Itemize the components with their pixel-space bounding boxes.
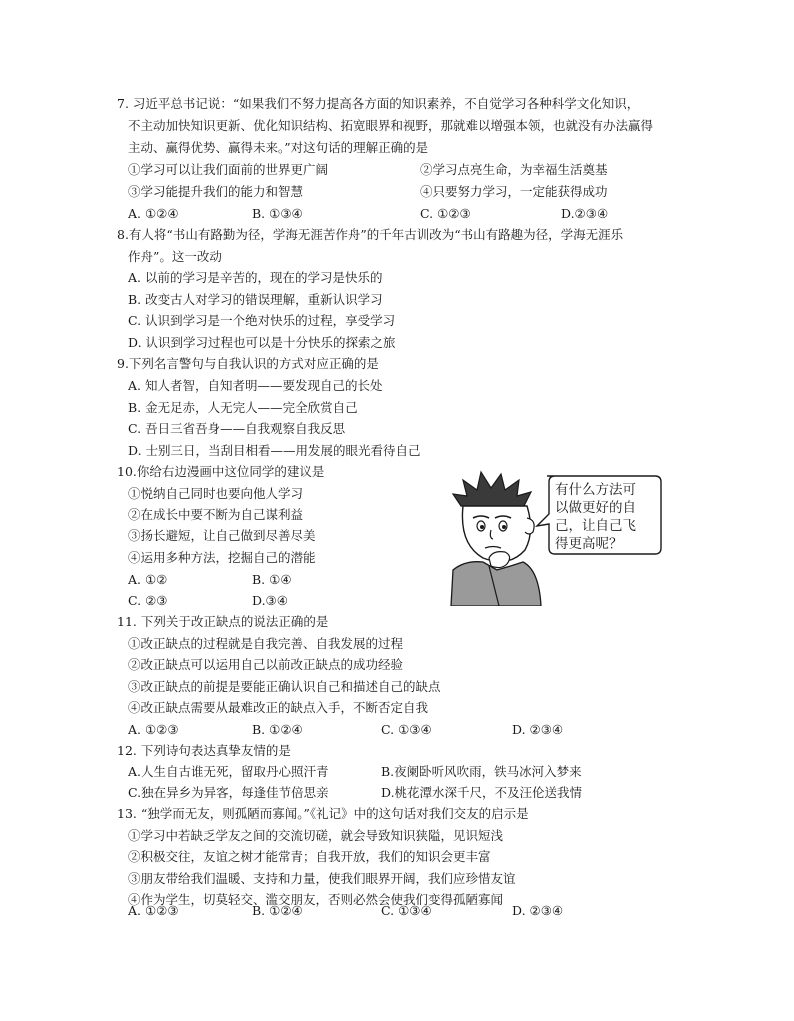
q10-item-1: ①悦纳自己同时也要向他人学习 (128, 486, 304, 501)
q10-option-c: C. ②③ (128, 593, 168, 608)
q7-option-c: C. ①②③ (420, 206, 471, 221)
q8-option-b: B. 改变古人对学习的错误理解，重新认识学习 (128, 292, 383, 307)
q7-item-1: ①学习可以让我们面前的世界更广阔 (128, 162, 329, 177)
q7-item-3: ③学习能提升我们的能力和智慧 (128, 184, 304, 199)
q9-option-c: C. 吾日三省吾身——自我观察自我反思 (128, 421, 346, 436)
q12-option-a: A.人生自古谁无死，留取丹心照汗青 (128, 764, 329, 779)
q13-option-d: D. ②③④ (512, 903, 564, 918)
q11-option-a: A. ①②③ (128, 722, 179, 737)
q7-stem-line1: 7. 习近平总书记说：“如果我们不努力提高各方面的知识素养，不自觉学习各种科学文化知识， (117, 96, 640, 111)
q12-option-c: C.独在异乡为异客，每逢佳节倍思亲 (128, 785, 329, 800)
q13-item-1: ①学习中若缺乏学友之间的交流切磋，就会导致知识狭隘，见识短浅 (128, 828, 504, 843)
q11-option-b: B. ①②④ (252, 722, 303, 737)
hand-icon (489, 552, 510, 568)
q7-stem-line2: 不主动加快知识更新、优化知识结构、拓宽眼界和视野，那就难以增强本领，也就没有办法赢得 (128, 118, 654, 133)
q13-option-a: A. ①②③ (128, 903, 179, 918)
q12-stem: 12. 下列诗句表达真挚友情的是 (117, 743, 291, 758)
q11-option-d: D. ②③④ (512, 722, 564, 737)
shirt-icon (451, 562, 541, 606)
q7-item-4: ④只要努力学习，一定能获得成功 (420, 184, 608, 199)
q13-stem: 13. “独学而无友，则孤陋而寡闻。”《礼记》中的这句话对我们交友的启示是 (117, 806, 529, 821)
q13-item-2: ②积极交往，友谊之树才能常青；自我开放，我们的知识会更丰富 (128, 849, 491, 864)
q10-item-2: ②在成长中要不断为自己谋利益 (128, 507, 304, 522)
q11-item-4: ④改正缺点需要从最难改正的缺点入手，不断否定自我 (128, 700, 429, 715)
q8-stem-line2: 作舟”。这一改动 (128, 249, 222, 264)
q12-option-d: D.桃花潭水深千尺，不及汪伦送我情 (381, 785, 583, 800)
q8-option-a: A. 以前的学习是辛苦的，现在的学习是快乐的 (128, 270, 383, 285)
q10-item-4: ④运用多种方法，挖掘自己的潜能 (128, 550, 316, 565)
q8-stem-line1: 8.有人将“书山有路勤为径，学海无涯苦作舟”的千年古训改为“书山有路趣为径，学海无涯乐 (117, 227, 624, 242)
q8-option-d: D. 认识到学习过程也可以是十分快乐的探索之旅 (128, 335, 396, 350)
q11-item-3: ③改正缺点的前提是要能正确认识自己和描述自己的缺点 (128, 679, 441, 694)
q9-option-b: B. 金无足赤，人无完人——完全欣赏自己 (128, 400, 358, 415)
q10-stem: 10.你给右边漫画中这位同学的建议是 (117, 464, 325, 479)
speech-line-1: 有什么方法可 (555, 482, 636, 498)
q13-item-4: ④作为学生，切莫轻交、滥交朋友，否则必然会使我们变得孤陋寡闻 (128, 892, 504, 907)
boy-thinking-cartoon (443, 466, 663, 606)
q9-stem: 9.下列名言警句与自我认识的方式对应正确的是 (117, 356, 379, 371)
speech-line-4: 得更高呢？ (555, 536, 623, 552)
q10-option-a: A. ①② (128, 572, 168, 587)
q10-option-b: B. ①④ (252, 572, 292, 587)
hair-icon (453, 472, 531, 508)
q9-option-d: D. 士别三日，当刮目相看——用发展的眼光看待自己 (128, 443, 421, 458)
q11-option-c: C. ①③④ (381, 722, 432, 737)
q10-option-d: D.③④ (252, 593, 288, 608)
q11-item-2: ②改正缺点可以运用自己以前改正缺点的成功经验 (128, 657, 404, 672)
q7-item-2: ②学习点亮生命，为幸福生活奠基 (420, 162, 608, 177)
q7-stem-line3: 主动、赢得优势、赢得未来。”对这句话的理解正确的是 (128, 140, 429, 155)
q13-option-c: C. ①③④ (381, 903, 432, 918)
q11-stem: 11. 下列关于改正缺点的说法正确的是 (117, 614, 329, 629)
q12-option-b: B.夜阑卧听风吹雨，铁马冰河入梦来 (381, 764, 582, 779)
q13-item-3: ③朋友带给我们温暖、支持和力量，使我们眼界开阔，我们应珍惜友谊 (128, 871, 516, 886)
speech-line-2: 以做更好的自 (555, 500, 636, 516)
q7-option-a: A. ①②④ (128, 206, 179, 221)
q10-item-3: ③扬长避短，让自己做到尽善尽美 (128, 528, 316, 543)
q11-item-1: ①改正缺点的过程就是自我完善、自我发展的过程 (128, 636, 404, 651)
speech-line-3: 己，让自己飞 (555, 518, 636, 534)
q7-option-d: D.②③④ (561, 206, 609, 221)
q9-option-a: A. 知人者智，自知者明——要发现自己的长处 (128, 378, 383, 393)
q8-option-c: C. 认识到学习是一个绝对快乐的过程，享受学习 (128, 313, 396, 328)
q13-option-b: B. ①②④ (252, 903, 303, 918)
q7-option-b: B. ①③④ (252, 206, 303, 221)
